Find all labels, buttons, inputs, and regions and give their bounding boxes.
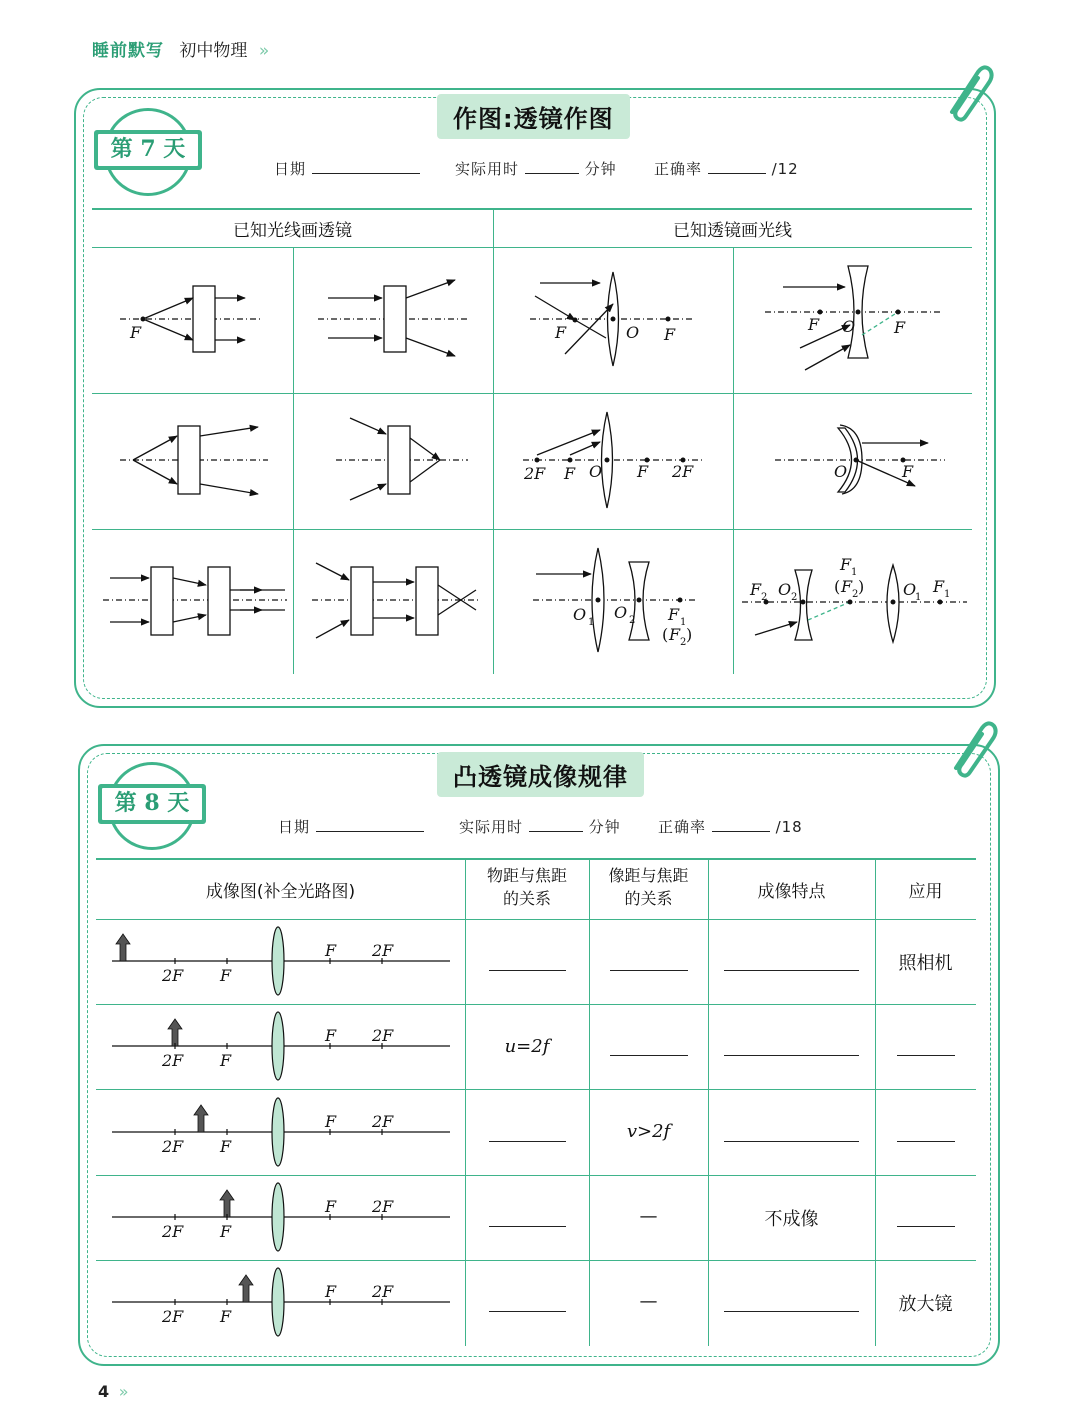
header-image-distance-line1: 像距与焦距 — [608, 866, 689, 885]
axis-2f-left-r3: 2F — [162, 1137, 184, 1156]
image-distance-r5: — — [639, 1291, 658, 1312]
axis-2f-right-r5: 2F — [372, 1282, 394, 1301]
page-number: 4 — [98, 1382, 110, 1401]
axis-2f-left-r4: 2F — [162, 1222, 184, 1241]
axis-2f-right-r2: 2F — [372, 1026, 394, 1045]
day8-title: 凸透镜成像规律 — [437, 752, 644, 797]
label-o1-sub: 1 — [588, 617, 595, 628]
label-f-r1c1: F — [130, 323, 142, 342]
label-f-r1c3b: F — [664, 325, 676, 344]
label-o1-r3c3: O — [573, 605, 587, 624]
header-image-distance-line2: 的关系 — [624, 889, 673, 908]
label-f1-sub-r3c4: 1 — [851, 567, 858, 578]
axis-f-right-r2: F — [325, 1026, 337, 1045]
chevron-icon: » — [118, 1382, 129, 1401]
axis-f-left-r2: F — [220, 1051, 232, 1070]
axis-2f-right-r3: 2F — [372, 1112, 394, 1131]
label-f1-r3c4: F — [840, 555, 852, 574]
minutes-label: 分钟 — [584, 160, 617, 178]
label-f-r2c3b: F — [637, 462, 649, 481]
label-paren-open-r3c4: ( — [834, 577, 841, 596]
chevron-icon: » — [258, 41, 270, 61]
label-paren-close-r3c3: ) — [686, 625, 693, 644]
answer-blank-application-r2[interactable] — [897, 1055, 955, 1056]
header-object-distance-line2: 的关系 — [502, 889, 551, 908]
accuracy-label: 正确率 — [654, 160, 703, 178]
date-label: 日期 — [278, 818, 311, 836]
axis-2f-right-r1: 2F — [372, 941, 394, 960]
application-r5: 放大镜 — [898, 1294, 953, 1315]
time-label: 实际用时 — [455, 160, 520, 178]
axis-f-right-r3: F — [325, 1112, 337, 1131]
image-distance-r4: — — [639, 1206, 658, 1227]
axis-f-left-r3: F — [220, 1137, 232, 1156]
label-f1-sub: 1 — [680, 617, 687, 628]
date-label: 日期 — [274, 160, 307, 178]
day8-badge-label: 第 8 天 — [101, 787, 203, 821]
minutes-label: 分钟 — [588, 818, 621, 836]
label-f1b-sub-r3c4: 1 — [944, 589, 951, 600]
day7-col-right-title: 已知透镜画光线 — [673, 221, 792, 241]
page-footer — [98, 1382, 129, 1401]
label-o-r1c3: O — [626, 323, 640, 342]
label-f2-r3c3: F — [669, 625, 681, 644]
axis-f-left-r5: F — [220, 1307, 232, 1326]
label-o2-sub: 2 — [629, 615, 636, 626]
label-f2-sub: 2 — [680, 637, 687, 648]
application-r1: 照相机 — [898, 953, 953, 974]
answer-blank-features-r5[interactable] — [724, 1311, 859, 1312]
label-f-r1c4b: F — [894, 318, 906, 337]
header-application: 应用 — [908, 882, 943, 902]
answer-blank-object-distance-r4[interactable] — [489, 1226, 566, 1227]
label-2f-r2c3b: 2F — [672, 462, 694, 481]
label-f-r2c3a: F — [564, 464, 576, 483]
day7-badge-label: 第 7 天 — [97, 133, 199, 167]
axis-f-left-r4: F — [220, 1222, 232, 1241]
day7-title: 作图:透镜作图 — [437, 94, 630, 139]
label-f1b-r3c4: F — [933, 577, 945, 596]
label-2f-r2c3a: 2F — [524, 464, 546, 483]
label-o-r1c4: O — [842, 317, 856, 336]
axis-f-right-r5: F — [325, 1282, 337, 1301]
object-distance-r2: u=2f — [504, 1036, 550, 1057]
accuracy-total: /12 — [771, 160, 799, 178]
label-paren-close-r3c4: ) — [858, 577, 865, 596]
label-f-r1c3a: F — [555, 323, 567, 342]
label-o-r2c4: O — [834, 462, 848, 481]
label-o2-r3c4: O — [778, 580, 792, 599]
axis-f-left-r1: F — [220, 966, 232, 985]
label-f1-r3c3: F — [668, 605, 680, 624]
answer-blank-features-r1[interactable] — [724, 970, 859, 971]
axis-f-right-r1: F — [325, 941, 337, 960]
answer-blank-application-r4[interactable] — [897, 1226, 955, 1227]
features-r4: 不成像 — [764, 1209, 819, 1230]
header-features: 成像特点 — [757, 882, 826, 902]
label-f-r2c4: F — [902, 462, 914, 481]
label-o2-sub-r3c4: 2 — [791, 592, 798, 603]
label-f2-r3c4: F — [750, 580, 762, 599]
time-label: 实际用时 — [459, 818, 524, 836]
label-f2b-sub-r3c4: 2 — [852, 589, 859, 600]
answer-blank-features-r3[interactable] — [724, 1141, 859, 1142]
axis-2f-left-r2: 2F — [162, 1051, 184, 1070]
answer-blank-application-r3[interactable] — [897, 1141, 955, 1142]
accuracy-label: 正确率 — [658, 818, 707, 836]
label-o2-r3c3: O — [614, 603, 628, 622]
axis-2f-left-r5: 2F — [162, 1307, 184, 1326]
answer-blank-image-distance-r2[interactable] — [610, 1055, 688, 1056]
brand-label: 睡前默写 — [92, 41, 164, 61]
axis-2f-left-r1: 2F — [162, 966, 184, 985]
header-object-distance-line1: 物距与焦距 — [486, 866, 567, 885]
header-diagram: 成像图(补全光路图) — [205, 882, 356, 902]
answer-blank-object-distance-r5[interactable] — [489, 1311, 566, 1312]
label-f2-sub-r3c4: 2 — [761, 592, 768, 603]
label-f2b-r3c4: F — [841, 577, 853, 596]
day7-col-left-title: 已知光线画透镜 — [233, 221, 352, 241]
subject-label: 初中物理 — [179, 41, 248, 61]
label-o1-r3c4: O — [903, 580, 917, 599]
answer-blank-image-distance-r1[interactable] — [610, 970, 688, 971]
axis-f-right-r4: F — [325, 1197, 337, 1216]
label-o1-sub-r3c4: 1 — [915, 592, 922, 603]
answer-blank-object-distance-r1[interactable] — [489, 970, 566, 971]
image-distance-r3: v>2f — [626, 1121, 671, 1142]
label-o-r2c3: O — [589, 462, 603, 481]
axis-2f-right-r4: 2F — [372, 1197, 394, 1216]
label-f-r1c4a: F — [808, 315, 820, 334]
answer-blank-object-distance-r3[interactable] — [489, 1141, 566, 1142]
answer-blank-features-r2[interactable] — [724, 1055, 859, 1056]
accuracy-total: /18 — [775, 818, 803, 836]
label-paren-open-r3c3: ( — [662, 625, 669, 644]
